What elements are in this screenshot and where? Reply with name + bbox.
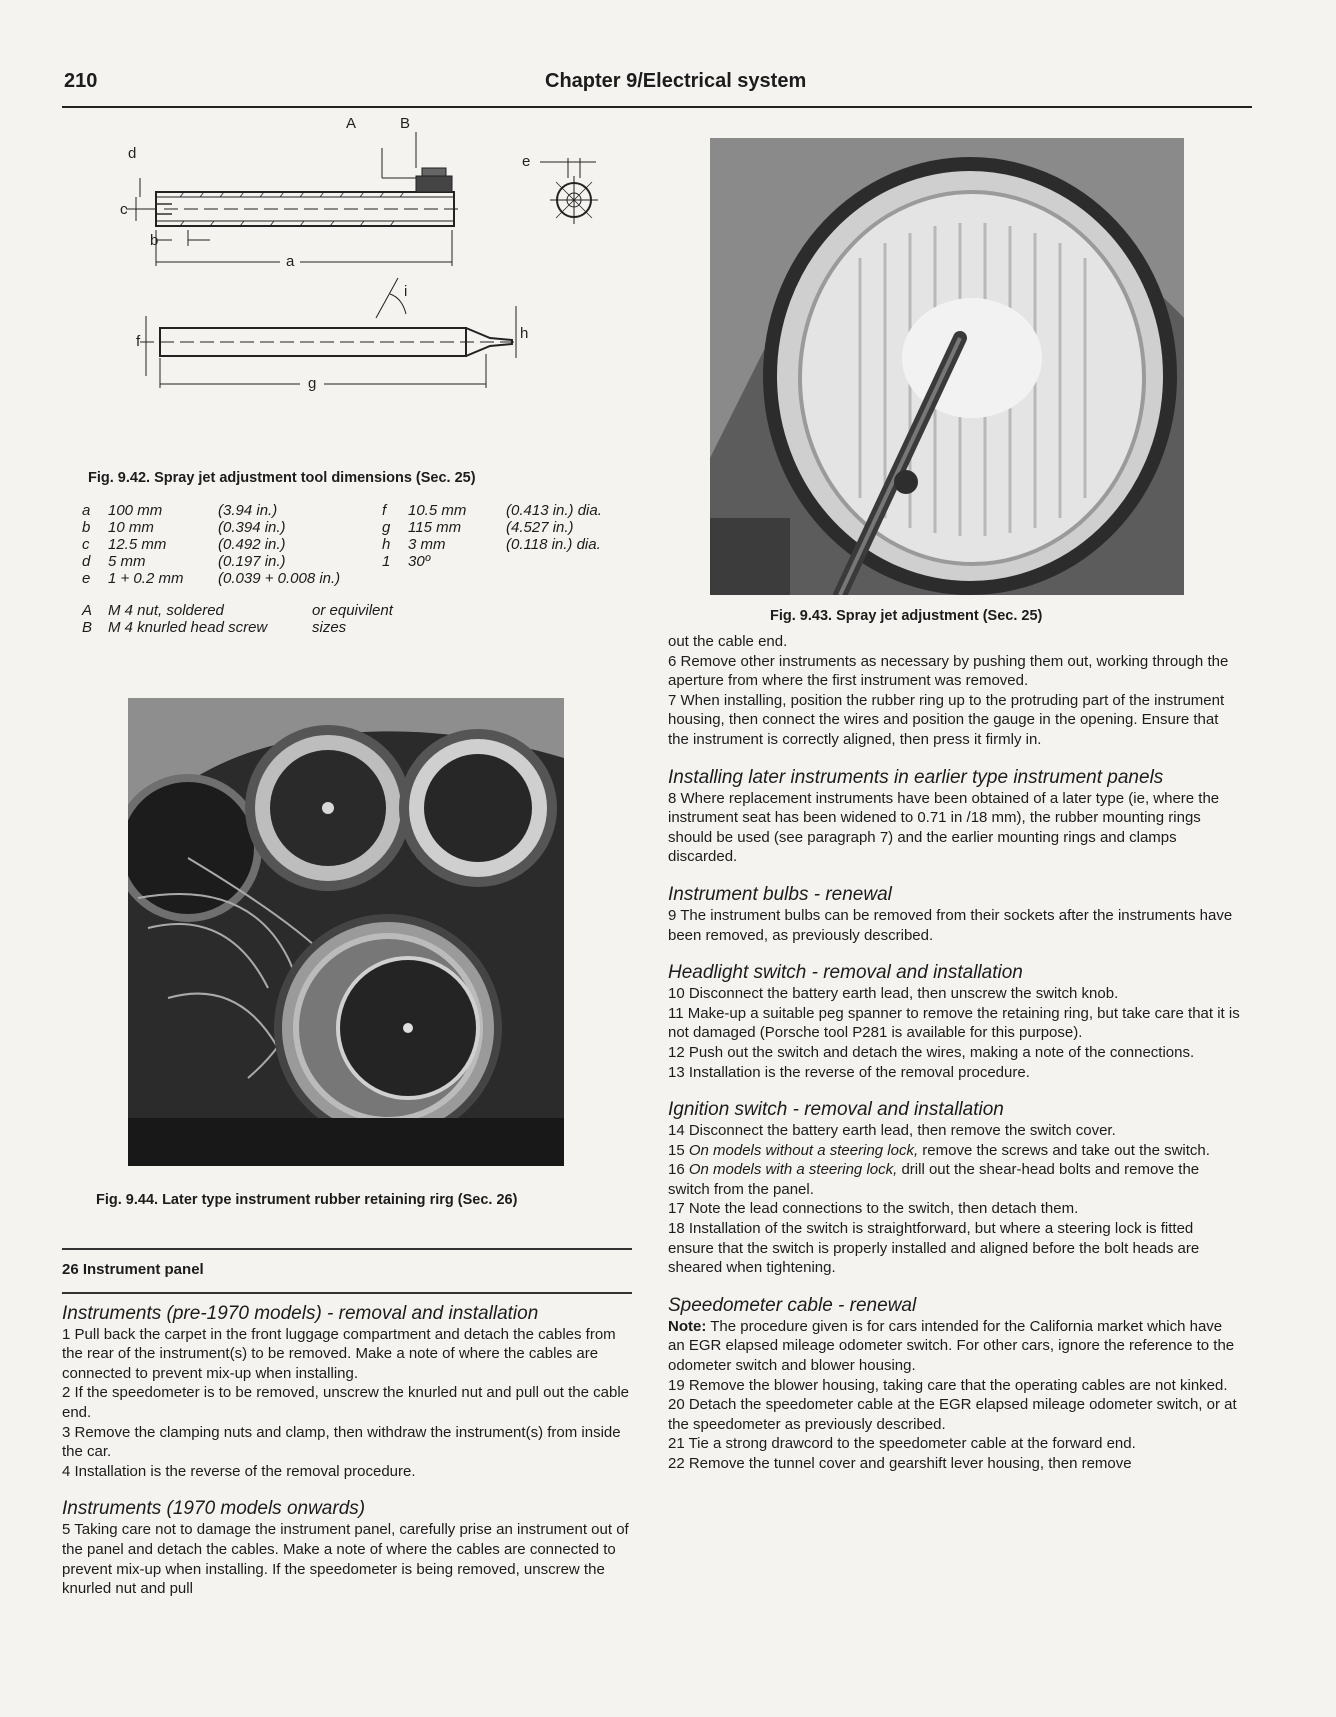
fig-9-42-drawing [120,118,640,430]
label-i: i [404,283,408,300]
tube-end-view [540,158,598,224]
paragraph-10: 10 Disconnect the battery earth lead, then unscrew the switch knob. [668,985,1119,1003]
fig-9-42-legend: a 100 mm (3.94 in.) b 10 mm (0.394 in.) c 12.5 mm (0.492 in.) d 5 mm (0.197 in.) e 1 + 0.2 mm (0.039 + 0.008 in.) f 10.5 mm (0.413 in.) dia. g 115 mm (4.527 in.) h 3 mm (0.118 in.) dia. 1 30º A M 4 nut, soldered or equivilent B M 4 knurled head screw sizes [82,502,602,636]
label-e: e [522,153,531,170]
heading-instrument-bulbs: Instrument bulbs - renewal [668,883,892,905]
heading-1970-onwards: Instruments (1970 models onwards) [62,1498,366,1520]
fig-9-44-photo [128,698,564,1166]
label-f: f [136,333,141,350]
label-g: g [308,375,317,392]
heading-headlight-switch: Headlight switch - removal and installation [668,962,1023,984]
label-a: a [286,253,295,270]
note-paragraph: Note: The procedure given is for cars intended for the California market which have an EGR elapsed mileage odometer switch. For other cars, ignore the reference to the odometer switch and blower housing. [668,1317,1235,1375]
left-column [62,1240,632,1599]
label-h: h [520,325,529,342]
paragraph-19: 19 Remove the blower housing, taking care that the operating cables are not kinked. [668,1376,1228,1394]
header-rule [62,106,1252,108]
paragraph-3: 3 Remove the clamping nuts and clamp, then withdraw the instrument(s) from inside the car. [62,1423,621,1461]
section-title: 26 Instrument panel [62,1261,204,1278]
paragraph-2: 2 If the speedometer is to be removed, unscrew the knurled nut and pull out the cable end. [62,1384,630,1421]
paragraph-13: 13 Installation is the reverse of the removal procedure. [668,1063,1030,1081]
fig-9-44-caption: Fig. 9.44. Later type instrument rubber retaining rirg (Sec. 26) [96,1192,518,1208]
headlight-photo-illustration [710,138,1184,595]
paragraph-12: 12 Push out the switch and detach the wires, making a note of the connections. [668,1043,1195,1061]
fig-9-43-caption: Fig. 9.43. Spray jet adjustment (Sec. 25) [770,608,1043,624]
label-A: A [346,118,357,132]
paragraph-18: 18 Installation of the switch is straightforward, but where a steering lock is fitted ensure that the switch is properly installed and aligned before the bolt heads are sheared when tightening. [668,1220,1200,1277]
section-rule-bottom [62,1292,632,1294]
section-rule-top [62,1248,632,1250]
paragraph-5: 5 Taking care not to damage the instrument panel, carefully prise an instrument out of the panel and detach the cables. Make a note of where the cables are connected to prevent mix-up when installing. If the speedometer is being removed, unscrew the knurled nut and pull [62,1521,629,1598]
pin-drawing [140,278,520,388]
paragraph-7: 7 When installing, position the rubber ring up to the protruding part of the instrument housing, then connect the wires and position the gauge in the opening. Ensure that the instrument is correctly aligned, then press it firmly in. [668,691,1225,748]
paragraph-11: 11 Make-up a suitable peg spanner to remove the retaining ring, but take care that it is not damaged (Porsche tool P281 is available for this purpose). [668,1004,1240,1042]
fig-9-42-caption: Fig. 9.42. Spray jet adjustment tool dimensions (Sec. 25) [88,470,476,486]
tube-drawing [126,132,460,266]
right-column [668,632,1240,1474]
paragraph-8: 8 Where replacement instruments have been obtained of a later type (ie, where the instrument seat has been widened to 0.71 in /18 mm), the rubber mounting rings should be used (see paragraph 7) and the earlier mounting rings and clamps discarded. [668,789,1220,866]
chapter-title: Chapter 9/Electrical system [545,70,807,92]
label-B: B [400,118,411,132]
heading-pre-1970: Instruments (pre-1970 models) - removal and installation [62,1302,539,1324]
label-c: c [120,201,128,218]
paragraph-15: 15 On models without a steering lock, remove the screws and take out the switch. [668,1141,1210,1159]
instrument-photo-illustration [128,698,564,1166]
paragraph-21: 21 Tie a strong drawcord to the speedometer cable at the forward end. [668,1435,1136,1453]
paragraph-17: 17 Note the lead connections to the switch, then detach them. [668,1200,1079,1218]
paragraph-22: 22 Remove the tunnel cover and gearshift lever housing, then remove [668,1455,1132,1472]
paragraph-14: 14 Disconnect the battery earth lead, then remove the switch cover. [668,1122,1116,1140]
heading-later-instruments: Installing later instruments in earlier type instrument panels [668,766,1164,788]
paragraph-9: 9 The instrument bulbs can be removed from their sockets after the instruments have been removed, as previously described. [668,906,1233,944]
page-number: 210 [64,70,98,92]
label-b: b [150,232,159,249]
paragraph-6: 6 Remove other instruments as necessary by pushing them out, working through the aperture from where the first instrument was removed. [668,652,1229,690]
paragraph-5-cont: out the cable end. [668,633,788,650]
label-d: d [128,145,137,162]
paragraph-16: 16 On models with a steering lock, drill out the shear-head bolts and remove the switch from the panel. [668,1161,1200,1198]
paragraph-4: 4 Installation is the reverse of the removal procedure. [62,1462,416,1480]
paragraph-20: 20 Detach the speedometer cable at the EGR elapsed mileage odometer switch, or at the speedometer as previously described. [668,1396,1237,1433]
fig-9-43-photo [710,138,1184,595]
heading-ignition-switch: Ignition switch - removal and installation [668,1099,1004,1121]
heading-speedometer-cable: Speedometer cable - renewal [668,1294,917,1316]
paragraph-1: 1 Pull back the carpet in the front luggage compartment and detach the cables from the rear of the instrument(s) to be removed. Make a note of where the cables are connected to prevent mix-up when installing. [62,1325,616,1382]
